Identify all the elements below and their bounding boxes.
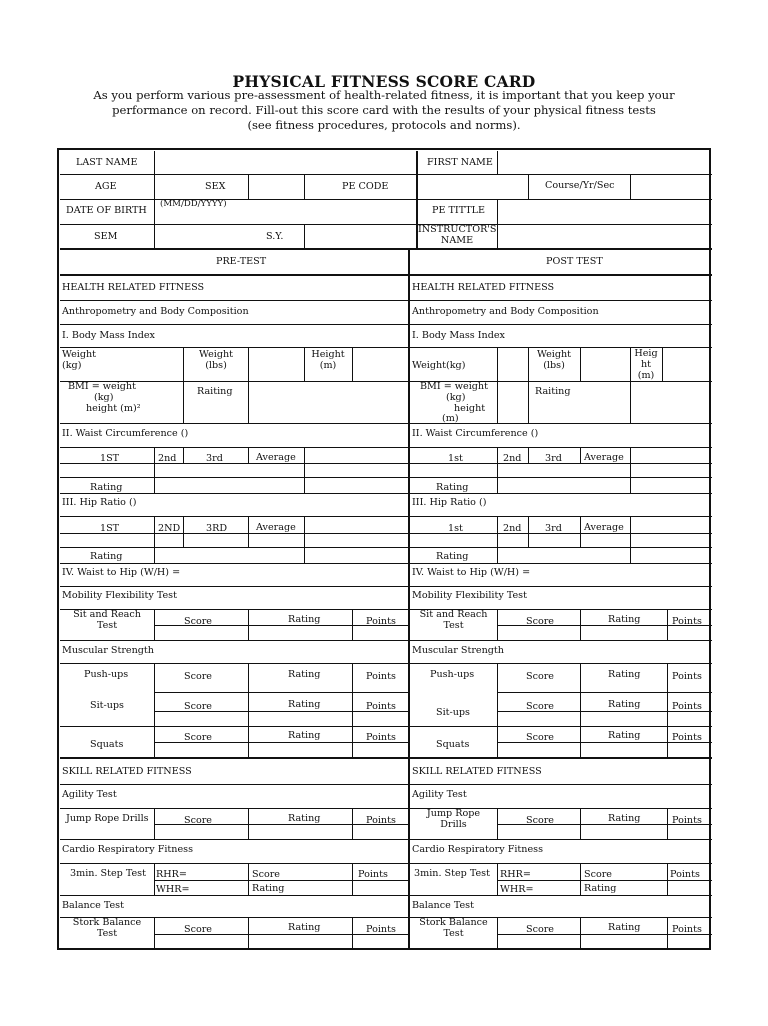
pre-jumprope-label: Jump Rope Drills: [66, 813, 149, 824]
sem-label: SEM: [94, 231, 118, 242]
post-squats-label: Squats: [436, 739, 470, 750]
pre-bmi-formula: BMI = weight: [68, 381, 136, 392]
pre-situps-points: Points: [366, 701, 396, 712]
post-hip-heading: III. Hip Ratio (): [412, 497, 487, 508]
pre-bmi-heading: I. Body Mass Index: [62, 330, 155, 341]
post-waist-average: Average: [584, 452, 624, 463]
post-situps-score: Score: [526, 701, 554, 712]
age-label: AGE: [95, 181, 117, 192]
course-field[interactable]: [631, 175, 711, 199]
pre-jumprope-points: Points: [366, 815, 396, 826]
pre-situps-score: Score: [184, 701, 212, 712]
pre-muscular-heading: Muscular Strength: [62, 645, 154, 656]
post-steptest-label: 3min. Step Test: [414, 868, 490, 879]
post-waist-3rd: 3rd: [545, 453, 562, 464]
post-health-heading: HEALTH RELATED FITNESS: [412, 282, 555, 293]
dob-field[interactable]: [155, 200, 415, 224]
post-raiting-label: Raiting: [535, 386, 571, 397]
pre-squats-rating: Rating: [288, 730, 321, 741]
last-name-label: LAST NAME: [76, 157, 138, 168]
intro-line: performance on record. Fill-out this score card with the results of your physical fitness tests: [112, 103, 656, 117]
course-label: Course/Yr/Sec: [545, 180, 615, 191]
pre-agility-heading: Agility Test: [62, 789, 117, 800]
pre-waist-3rd: 3rd: [206, 453, 223, 464]
sy-label: S.Y.: [266, 231, 284, 242]
pre-hip-2nd: 2ND: [158, 523, 181, 534]
post-situps-label: Sit-ups: [436, 707, 470, 718]
post-situps-rating: Rating: [608, 699, 641, 710]
pre-hip-heading: III. Hip Ratio (): [62, 497, 137, 508]
post-agility-heading: Agility Test: [412, 789, 467, 800]
pre-pushups-label: Push-ups: [84, 669, 129, 680]
pre-hip-average: Average: [256, 522, 296, 533]
sex-label: SEX: [205, 181, 226, 192]
post-bmi-kg: (kg): [446, 392, 466, 403]
post-bmi-m: (m): [442, 413, 459, 424]
post-waist-1st: 1st: [448, 453, 463, 464]
post-whr-label: WHR=: [500, 884, 534, 895]
pre-raiting-label: Raiting: [197, 386, 233, 397]
pre-test-header: PRE-TEST: [216, 256, 267, 267]
post-bmi-heading: I. Body Mass Index: [412, 330, 505, 341]
pe-title-label: PE TITTLE: [432, 205, 486, 216]
pre-steptest-label: 3min. Step Test: [70, 868, 146, 879]
post-muscular-heading: Muscular Strength: [412, 645, 504, 656]
pre-sitreach-score: Score: [184, 616, 212, 627]
pre-bmi-kg: (kg): [94, 392, 114, 403]
score-card-grid: [2, 2, 768, 1026]
pre-pushups-rating: Rating: [288, 669, 321, 680]
post-skill-heading: SKILL RELATED FITNESS: [412, 766, 542, 777]
pre-anthro-heading: Anthropometry and Body Composition: [62, 306, 249, 317]
instructor-field[interactable]: [499, 225, 711, 248]
post-pushups-score: Score: [526, 671, 554, 682]
pre-step-score: Score: [252, 869, 280, 880]
post-height-label: Heig ht (m): [634, 348, 658, 381]
pre-rhr-label: RHR=: [156, 869, 187, 880]
post-stork-score: Score: [526, 924, 554, 935]
post-jumprope-label: Jump Rope Drills: [426, 808, 481, 830]
sem-field[interactable]: [155, 225, 247, 248]
post-mobility-heading: Mobility Flexibility Test: [412, 590, 527, 601]
pre-weight-kg-label: Weight (kg): [62, 349, 96, 371]
pre-cardio-heading: Cardio Respiratory Fitness: [62, 844, 193, 855]
post-jumprope-points: Points: [672, 815, 702, 826]
pre-health-heading: HEALTH RELATED FITNESS: [62, 282, 205, 293]
post-step-score: Score: [584, 869, 612, 880]
pe-title-field[interactable]: [499, 200, 711, 224]
pre-jumprope-rating: Rating: [288, 813, 321, 824]
pre-step-points: Points: [358, 869, 388, 880]
pre-waist-1st: 1ST: [100, 453, 120, 464]
pre-waist-average: Average: [256, 452, 296, 463]
post-wh-heading: IV. Waist to Hip (W/H) =: [412, 567, 531, 578]
pre-bmi-height: height (m)²: [86, 403, 141, 414]
post-situps-points: Points: [672, 701, 702, 712]
pre-situps-rating: Rating: [288, 699, 321, 710]
post-step-rating: Rating: [584, 883, 617, 894]
post-weight-lbs-label: Weight (lbs): [537, 349, 571, 371]
post-hip-3rd: 3rd: [545, 523, 562, 534]
post-squats-points: Points: [672, 732, 702, 743]
pre-waist-2nd: 2nd: [158, 453, 177, 464]
pre-sitreach-label: Sit and Reach Test: [73, 609, 141, 631]
post-stork-label: Stork Balance Test: [419, 917, 488, 939]
post-sitreach-points: Points: [672, 616, 702, 627]
pre-squats-score: Score: [184, 732, 212, 743]
post-hip-average: Average: [584, 522, 624, 533]
post-cardio-heading: Cardio Respiratory Fitness: [412, 844, 543, 855]
dob-format: (MM/DD/YYYY): [160, 199, 227, 209]
post-sitreach-rating: Rating: [608, 614, 641, 625]
post-jumprope-score: Score: [526, 815, 554, 826]
post-sitreach-score: Score: [526, 616, 554, 627]
post-stork-rating: Rating: [608, 922, 641, 933]
post-pushups-points: Points: [672, 671, 702, 682]
post-hip-2nd: 2nd: [503, 523, 522, 534]
pre-skill-heading: SKILL RELATED FITNESS: [62, 766, 192, 777]
pre-stork-points: Points: [366, 924, 396, 935]
post-anthro-heading: Anthropometry and Body Composition: [412, 306, 599, 317]
post-waist-rating: Rating: [436, 482, 469, 493]
post-squats-score: Score: [526, 732, 554, 743]
pre-hip-3rd: 3RD: [206, 523, 228, 534]
instructor-label: INSTRUCTOR'S NAME: [418, 224, 497, 246]
pre-jumprope-score: Score: [184, 815, 212, 826]
pre-squats-label: Squats: [90, 739, 124, 750]
pre-step-rating: Rating: [252, 883, 285, 894]
pre-pushups-score: Score: [184, 671, 212, 682]
pre-sitreach-points: Points: [366, 616, 396, 627]
pre-waist-rating: Rating: [90, 482, 123, 493]
post-step-points: Points: [670, 869, 700, 880]
post-rhr-label: RHR=: [500, 869, 531, 880]
pre-height-label: Height (m): [311, 349, 345, 371]
pre-situps-label: Sit-ups: [90, 700, 124, 711]
dob-label: DATE OF BIRTH: [66, 205, 147, 216]
first-name-field[interactable]: [499, 152, 711, 174]
pre-hip-rating: Rating: [90, 551, 123, 562]
post-pushups-label: Push-ups: [430, 669, 475, 680]
pre-squats-points: Points: [366, 732, 396, 743]
post-jumprope-rating: Rating: [608, 813, 641, 824]
post-sitreach-label: Sit and Reach Test: [419, 609, 488, 631]
post-weight-kg-label: Weight(kg): [412, 360, 466, 371]
pre-stork-score: Score: [184, 924, 212, 935]
sy-field[interactable]: [305, 225, 415, 248]
post-balance-heading: Balance Test: [412, 900, 474, 911]
pre-stork-label: Stork Balance Test: [72, 917, 142, 939]
post-pushups-rating: Rating: [608, 669, 641, 680]
pre-whr-label: WHR=: [156, 884, 190, 895]
post-squats-rating: Rating: [608, 730, 641, 741]
intro-line: As you perform various pre-assessment of health-related fitness, it is important that you keep your: [93, 88, 675, 102]
pre-weight-lbs-label: Weight (lbs): [199, 349, 233, 371]
pre-waist-heading: II. Waist Circumference (): [62, 428, 189, 439]
post-bmi-formula: BMI = weight: [420, 381, 488, 392]
post-test-header: POST TEST: [546, 256, 603, 267]
post-waist-heading: II. Waist Circumference (): [412, 428, 539, 439]
post-bmi-height: height: [454, 403, 486, 414]
post-stork-points: Points: [672, 924, 702, 935]
post-waist-2nd: 2nd: [503, 453, 522, 464]
age-field[interactable]: [155, 175, 247, 199]
pre-mobility-heading: Mobility Flexibility Test: [62, 590, 177, 601]
pe-code-field[interactable]: [418, 175, 528, 199]
pre-wh-heading: IV. Waist to Hip (W/H) =: [62, 567, 181, 578]
pe-code-label: PE CODE: [342, 181, 389, 192]
pre-sitreach-rating: Rating: [288, 614, 321, 625]
last-name-field[interactable]: [155, 152, 415, 174]
pre-balance-heading: Balance Test: [62, 900, 124, 911]
post-hip-1st: 1st: [448, 523, 463, 534]
pre-pushups-points: Points: [366, 671, 396, 682]
first-name-label: FIRST NAME: [427, 157, 493, 168]
pre-hip-1st: 1ST: [100, 523, 120, 534]
score-card: [57, 148, 711, 950]
intro-line: (see fitness procedures, protocols and norms).: [247, 118, 521, 132]
sex-field[interactable]: [249, 175, 303, 199]
page-title: PHYSICAL FITNESS SCORE CARD: [232, 72, 536, 91]
post-hip-rating: Rating: [436, 551, 469, 562]
pre-stork-rating: Rating: [288, 922, 321, 933]
